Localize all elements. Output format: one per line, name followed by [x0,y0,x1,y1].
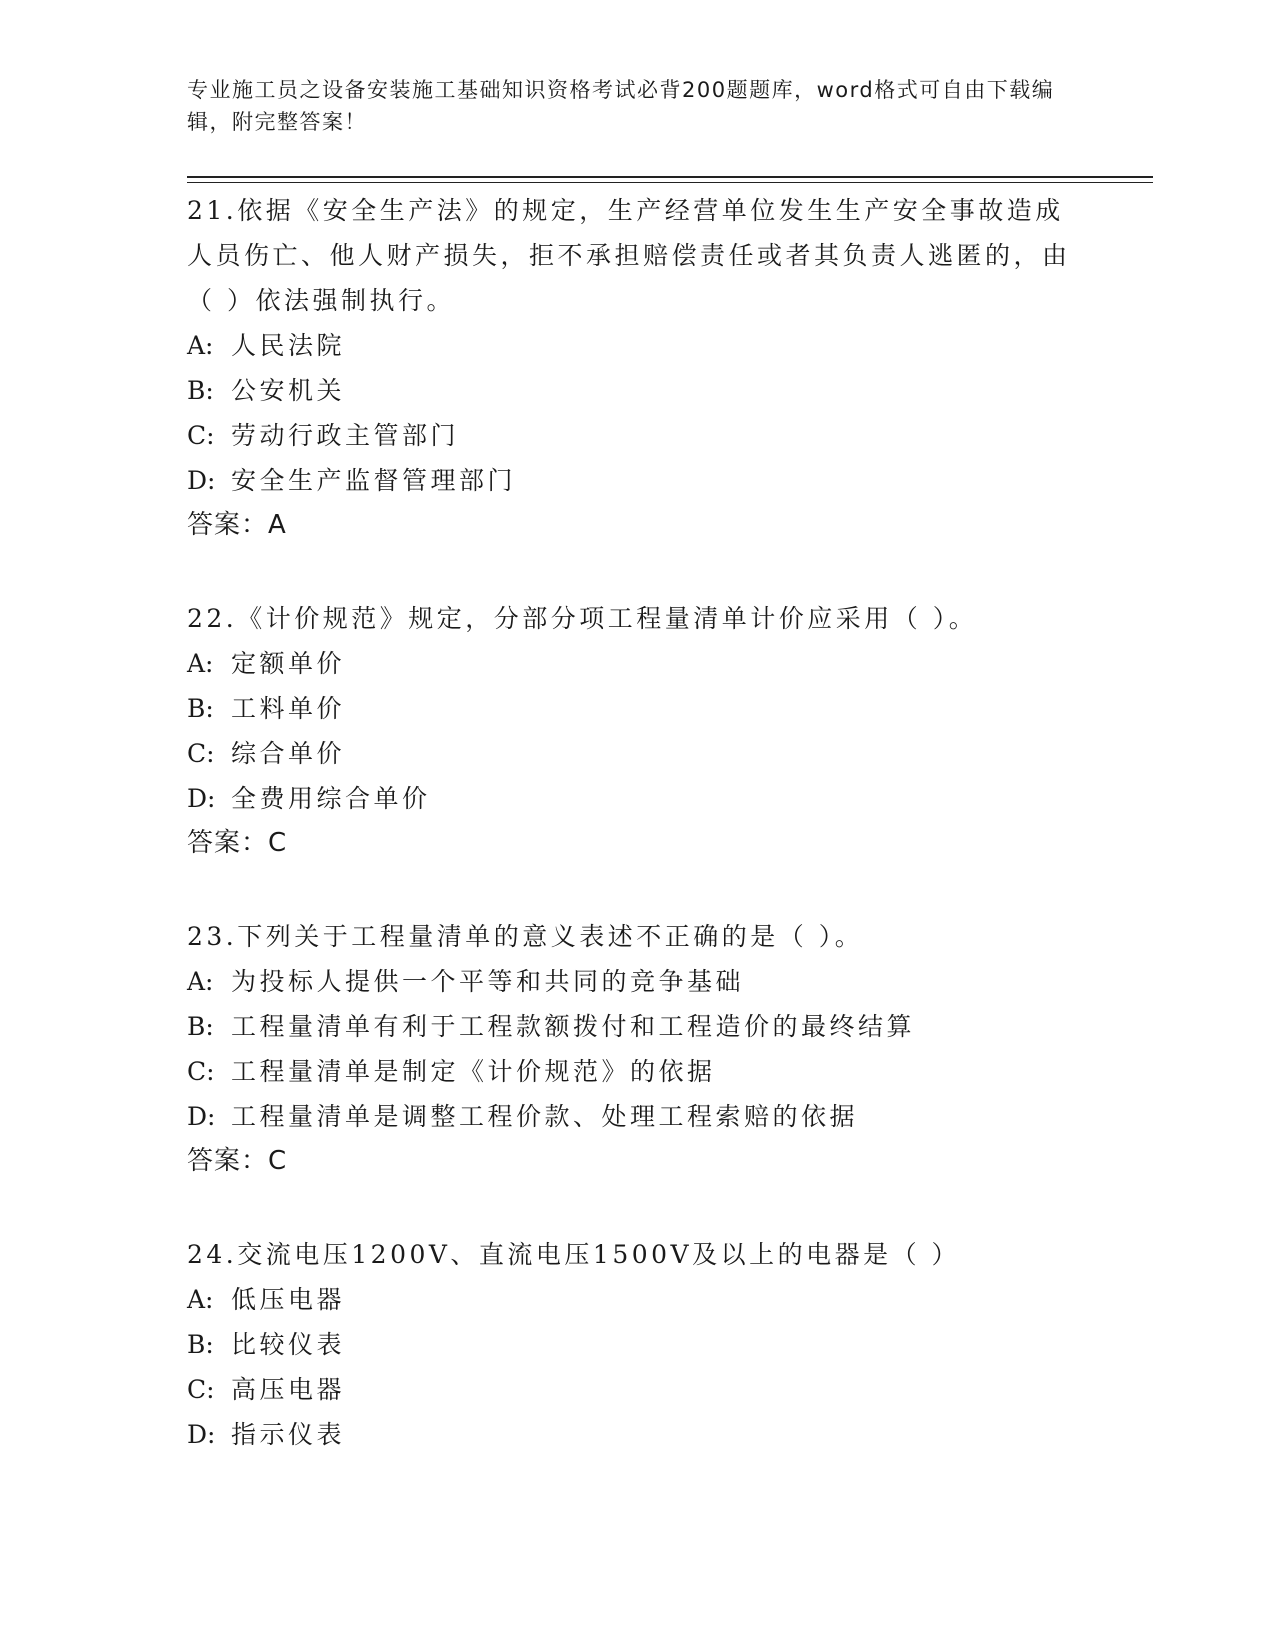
option-key: B: [187,1330,214,1359]
option-key: D: [187,466,216,495]
option-text: 综合单价 [231,739,346,768]
option-key: C: [187,1057,215,1086]
option-c [187,731,1087,776]
question-stem: 21.依据《安全生产法》的规定，生产经营单位发生生产安全事故造成人员伤亡、他人财产损失，拒不承担赔偿责任或者其负责人逃匿的，由（ ）依法强制执行。 [187,196,1071,315]
answer-value: C [268,1146,288,1176]
question-23 [187,914,1087,1184]
option-d [187,1094,1087,1139]
option-key: B: [187,376,214,405]
option-d [187,1412,1087,1457]
answer-line [187,1139,1087,1184]
option-c [187,1367,1087,1412]
option-text: 工程量清单是调整工程价款、处理工程索赔的依据 [231,1102,859,1131]
option-a [187,1277,1087,1322]
option-list [187,641,1087,821]
answer-value: C [268,828,288,858]
document-header: 专业施工员之设备安装施工基础知识资格考试必背200题题库，word格式可自由下载编辑，附完整答案！ [187,78,1055,134]
question-gap [187,548,1087,596]
option-text: 工程量清单是制定《计价规范》的依据 [231,1057,716,1086]
option-text: 定额单价 [231,649,346,678]
option-c [187,1049,1087,1094]
option-text: 全费用综合单价 [231,784,431,813]
option-key: C: [187,421,215,450]
option-list [187,959,1087,1139]
option-text: 工料单价 [231,694,346,723]
option-b [187,686,1087,731]
option-a [187,323,1087,368]
question-gap [187,1184,1087,1232]
option-key: D: [187,1420,216,1449]
option-b [187,1004,1087,1049]
question-21 [187,188,1087,548]
option-key: A: [187,1285,214,1314]
answer-line [187,503,1087,548]
question-stem: 24.交流电压1200V、直流电压1500V及以上的电器是（ ） [187,1240,961,1269]
option-key: B: [187,1012,214,1041]
option-text: 安全生产监督管理部门 [231,466,517,495]
option-c [187,413,1087,458]
option-key: A: [187,331,214,360]
option-key: C: [187,1375,215,1404]
option-text: 高压电器 [231,1375,346,1404]
option-b [187,1322,1087,1367]
option-a [187,959,1087,1004]
header-divider-thin [187,182,1153,183]
option-d [187,776,1087,821]
question-gap [187,866,1087,914]
option-key: C: [187,739,215,768]
option-key: A: [187,967,214,996]
answer-line [187,821,1087,866]
option-text: 为投标人提供一个平等和共同的竞争基础 [231,967,745,996]
option-text: 低压电器 [231,1285,346,1314]
option-a [187,641,1087,686]
option-key: D: [187,1102,216,1131]
question-list [187,188,1087,1457]
option-list [187,1277,1087,1457]
answer-label: 答案： [187,828,269,858]
option-d [187,458,1087,503]
question-stem: 23.下列关于工程量清单的意义表述不正确的是（ ）。 [187,922,864,951]
question-24 [187,1232,1087,1457]
question-22 [187,596,1087,866]
option-text: 劳动行政主管部门 [231,421,460,450]
option-text: 公安机关 [231,376,346,405]
option-text: 指示仪表 [231,1420,346,1449]
answer-label: 答案： [187,1146,269,1176]
option-key: D: [187,784,216,813]
answer-value: A [268,510,287,540]
question-stem: 22.《计价规范》规定，分部分项工程量清单计价应采用（ ）。 [187,604,978,633]
option-text: 比较仪表 [231,1330,346,1359]
header-divider-thick [187,176,1153,178]
option-key: B: [187,694,214,723]
option-text: 工程量清单有利于工程款额拨付和工程造价的最终结算 [231,1012,916,1041]
option-list [187,323,1087,503]
option-b [187,368,1087,413]
option-text: 人民法院 [231,331,346,360]
option-key: A: [187,649,214,678]
answer-label: 答案： [187,510,269,540]
